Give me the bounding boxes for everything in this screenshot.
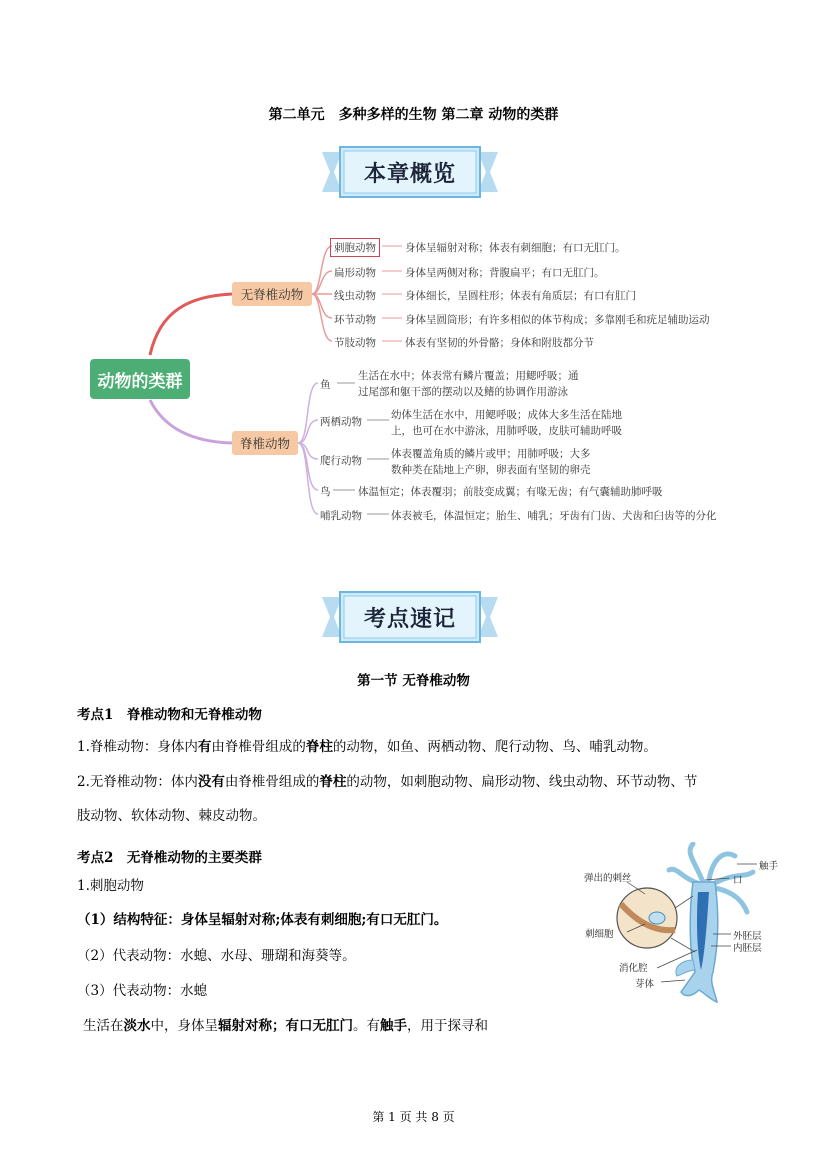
invertebrate-item-desc: 身体细长，呈圆柱形；体表有角质层；有口有肛门 — [405, 290, 636, 302]
vertebrate-node: 脊椎动物 — [232, 431, 298, 455]
figure-label: 外胚层 — [733, 931, 762, 942]
invertebrate-item-desc: 身体呈圆筒形；有许多相似的体节构成；多靠刚毛和疣足辅助运动 — [405, 314, 710, 326]
invertebrate-item-name: 节肢动物 — [334, 337, 376, 349]
vertebrate-item-desc: 体表覆盖角质的鳞片或甲；用肺呼吸；大多 — [391, 448, 591, 460]
text-run: 由脊椎骨组成的 — [224, 774, 320, 790]
keypoint-2-examples: （2）代表动物：水螅、水母、珊瑚和海葵等。 — [77, 948, 356, 964]
emphasis: 有 — [197, 739, 212, 755]
emphasis: 淡水 — [123, 1018, 151, 1034]
invertebrate-item-desc: 身体呈两侧对称；背腹扁平；有口无肛门。 — [405, 267, 605, 279]
vertebrate-item-desc: 上，也可在水中游泳，用肺呼吸，皮肤可辅助呼吸 — [391, 425, 622, 437]
keypoint-1-line-2 — [77, 776, 697, 790]
text-run: 1.脊椎动物：身体内 — [77, 739, 198, 755]
emphasis: 没有 — [197, 774, 225, 790]
vertebrate-item-name: 两栖动物 — [320, 416, 362, 428]
invertebrate-item-desc: 体表有坚韧的外骨骼；身体和附肢都分节 — [405, 337, 594, 349]
vertebrate-item-desc: 幼体生活在水中，用鳃呼吸；成体大多生活在陆地 — [391, 409, 622, 421]
figure-label: 触手 — [759, 861, 779, 872]
vertebrate-item-desc: 体温恒定；体表覆羽；前肢变成翼；有喙无齿；有气囊辅助肺呼吸 — [358, 486, 663, 498]
figure-label: 口 — [733, 875, 743, 886]
emphasis: 有口无肛门 — [285, 1018, 353, 1034]
invertebrate-item-desc: 身体呈辐射对称；体表有刺细胞；有口无肛门。 — [405, 242, 626, 254]
figure-label: 刺细胞 — [585, 929, 614, 940]
figure-label: 消化腔 — [619, 963, 648, 974]
hydra-figure — [585, 842, 785, 1022]
text-run: 生活在 — [83, 1018, 124, 1034]
keypoints-banner — [322, 591, 498, 643]
overview-banner-text: 本章概览 — [363, 161, 456, 187]
keypoint-2-structure: （1）结构特征：身体呈辐射对称;体表有刺细胞;有口无肛门。 — [77, 912, 448, 928]
keypoint-2-heading: 考点2 无脊椎动物的主要类群 — [77, 850, 262, 866]
keypoint-1-heading: 考点1 脊椎动物和无脊椎动物 — [77, 707, 262, 723]
keypoint-1-line-3: 肢动物、软体动物、棘皮动物。 — [77, 808, 266, 824]
text-run: ，用于探寻和 — [407, 1018, 488, 1034]
invertebrate-item-name: 环节动物 — [334, 314, 376, 326]
emphasis: 辐射对称 — [218, 1018, 272, 1034]
keypoint-2-representative: （3）代表动物：水螅 — [77, 983, 208, 999]
vertebrate-item-name: 鱼 — [320, 379, 331, 391]
keypoint-2-subheading: 1.刺胞动物 — [77, 878, 144, 894]
text-run: 的动物，如刺胞动物、扁形动物、线虫动物、环节动物、节 — [346, 774, 698, 790]
figure-label: 芽体 — [635, 979, 655, 990]
page-footer: 第 1 页 共 8 页 — [372, 1110, 455, 1124]
vertebrate-item-desc: 体表被毛，体温恒定；胎生、哺乳；牙齿有门齿、犬齿和臼齿等的分化 — [391, 510, 717, 522]
mindmap — [0, 0, 827, 540]
text-run: 由脊椎骨组成的 — [211, 739, 306, 755]
keypoint-1-line-1 — [77, 741, 657, 755]
vertebrate-item-desc: 过尾部和躯干部的摆动以及鳍的协调作用游泳 — [358, 386, 568, 398]
emphasis: ； — [272, 1018, 286, 1034]
vertebrate-item-name: 哺乳动物 — [320, 510, 362, 522]
invertebrate-item-name: 扁形动物 — [334, 267, 376, 279]
vertebrate-item-name: 爬行动物 — [320, 455, 362, 467]
text-run: 。有 — [353, 1018, 380, 1034]
document-title: 第二单元 多种多样的生物 第二章 动物的类群 — [268, 107, 559, 123]
invertebrate-node: 无脊椎动物 — [232, 282, 312, 306]
figure-label: 内胚层 — [733, 943, 762, 954]
vertebrate-item-desc: 数种类在陆地上产卵，卵表面有坚韧的卵壳 — [391, 464, 591, 476]
emphasis: 触手 — [380, 1018, 407, 1034]
text-run: 中，身体呈 — [150, 1018, 218, 1034]
vertebrate-item-desc: 生活在水中；体表常有鳞片覆盖；用鳃呼吸；通 — [358, 370, 579, 382]
invertebrate-item-name: 刺胞动物 — [330, 238, 380, 257]
invertebrate-item-name: 线虫动物 — [334, 290, 376, 302]
emphasis: 脊柱 — [319, 774, 347, 790]
figure-label: 弹出的刺丝 — [584, 873, 632, 884]
mindmap-root-node: 动物的类群 — [90, 359, 190, 399]
emphasis: 脊柱 — [305, 739, 333, 755]
section-title: 第一节 无脊椎动物 — [357, 673, 470, 689]
keypoints-banner-text: 考点速记 — [363, 606, 456, 632]
keypoint-2-description — [83, 1020, 488, 1034]
text-run: 的动物，如鱼、两栖动物、爬行动物、鸟、哺乳动物。 — [332, 739, 657, 755]
vertebrate-item-name: 鸟 — [320, 486, 331, 498]
text-run: 2.无脊椎动物：体内 — [77, 774, 198, 790]
